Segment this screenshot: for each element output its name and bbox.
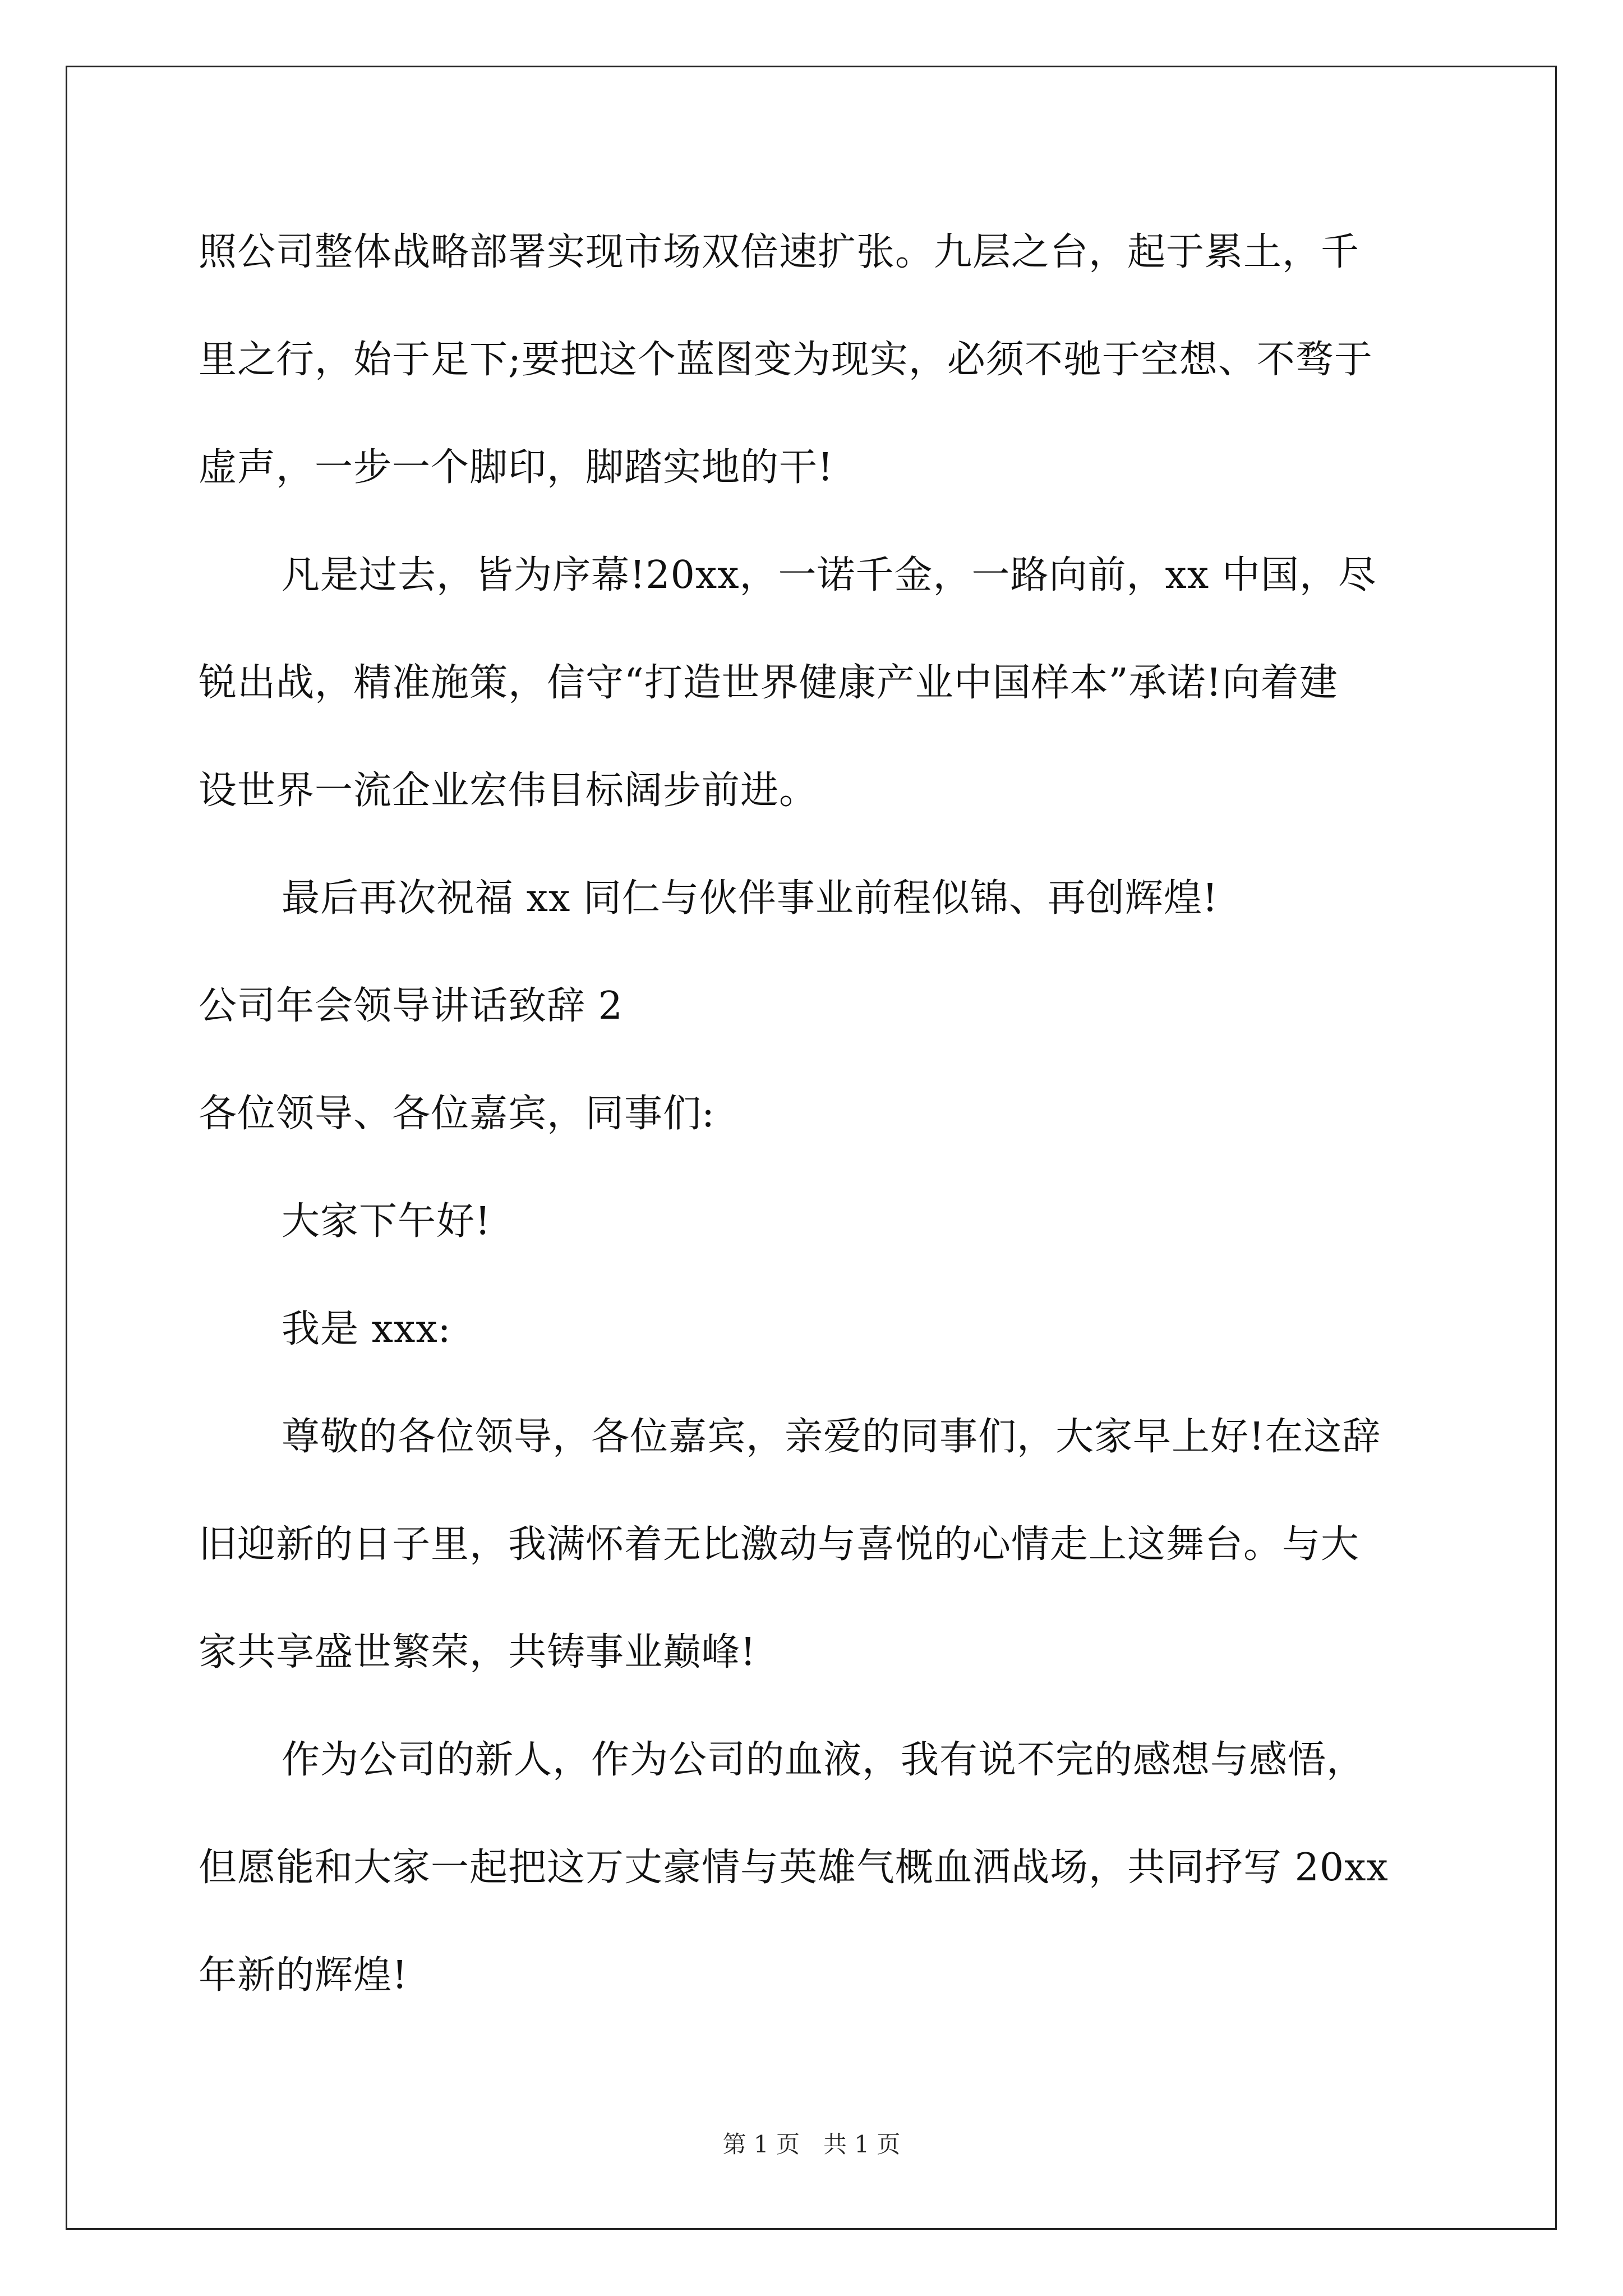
- text-line: 作为公司的新人，作为公司的血液，我有说不完的感想与感悟，: [282, 1738, 1366, 1782]
- text-line: 凡是过去，皆为序幕!20xx，一诺千金，一路向前，xx 中国，尽: [282, 553, 1377, 597]
- text-line: 但愿能和大家一起把这万丈豪情与英雄气概血洒战场，共同抒写 20xx: [199, 1846, 1389, 1890]
- document-body: [199, 199, 1424, 2030]
- greeting: 大家下午好!: [282, 1199, 491, 1244]
- text-line: 虚声，一步一个脚印，脚踏实地的干!: [199, 445, 834, 490]
- text-line: 锐出战，精准施策，信守“打造世界健康产业中国样本”承诺!向着建: [199, 661, 1338, 705]
- text-line: 年新的辉煌!: [199, 1953, 408, 1998]
- text-line: 最后再次祝福 xx 同仁与伙伴事业前程似锦、再创辉煌!: [282, 876, 1219, 921]
- salutation: 各位领导、各位嘉宾，同事们:: [199, 1092, 715, 1136]
- text-line: 旧迎新的日子里，我满怀着无比激动与喜悦的心情走上这舞台。与大: [199, 1522, 1360, 1567]
- text-line: 家共享盛世繁荣，共铸事业巅峰!: [199, 1630, 757, 1674]
- text-line: 我是 xxx:: [282, 1307, 451, 1351]
- section-heading: 公司年会领导讲话致辞 2: [199, 984, 623, 1028]
- text-line: 尊敬的各位领导，各位嘉宾，亲爱的同事们，大家早上好!在这辞: [282, 1415, 1381, 1459]
- text-line: 设世界一流企业宏伟目标阔步前进。: [199, 769, 818, 813]
- page-number-footer: 第 1 页 共 1 页: [722, 2131, 901, 2158]
- text-line: 照公司整体战略部署实现市场双倍速扩张。九层之台，起于累土，千: [199, 230, 1360, 274]
- text-line: 里之行，始于足下;要把这个蓝图变为现实，必须不驰于空想、不骛于: [199, 338, 1373, 382]
